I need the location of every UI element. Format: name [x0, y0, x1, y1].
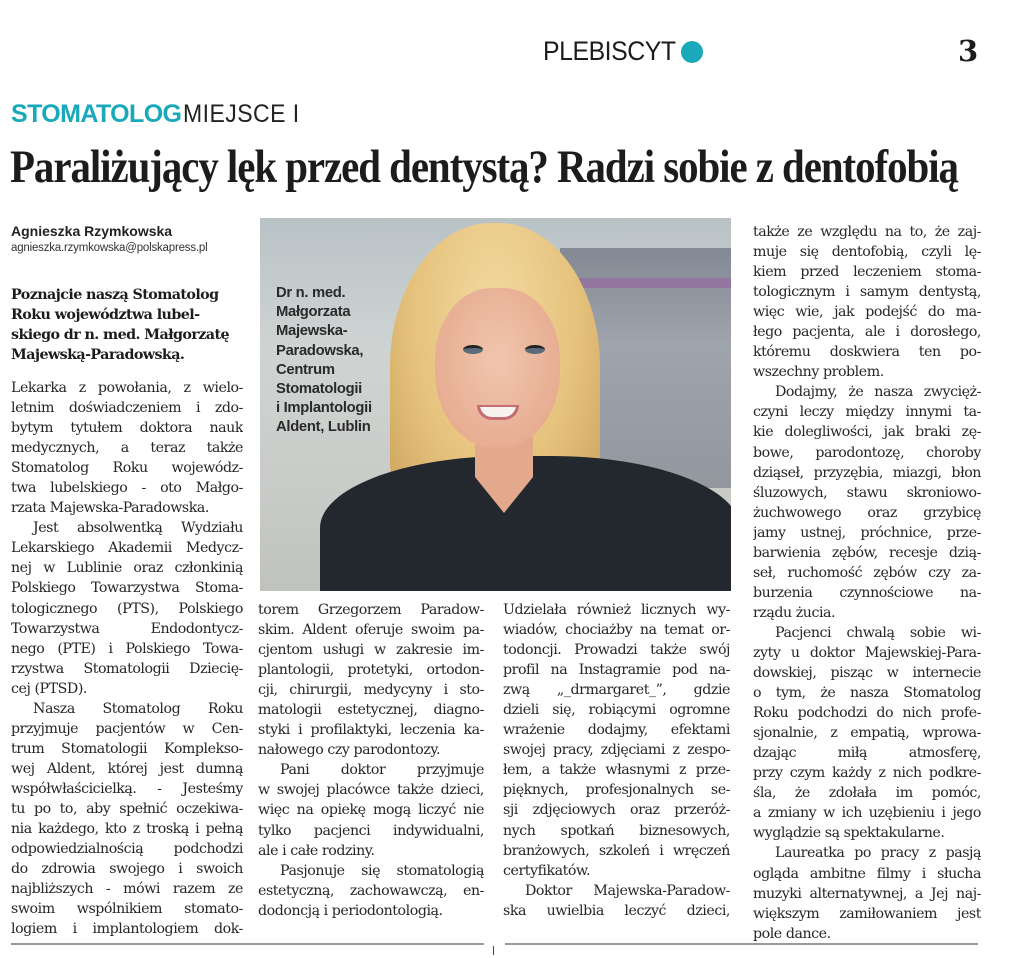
- background-bar: [565, 278, 731, 288]
- article-line: nałowego czy parodontozy.: [258, 742, 441, 759]
- article-line: twa lubelskiego - oto Małgo-: [11, 480, 243, 497]
- article-line: tylko pacjenci indywidualni,: [258, 822, 484, 839]
- lead-paragraph: [11, 285, 251, 365]
- caption-line: Małgorzata: [276, 304, 351, 321]
- article-line: certyfikatów.: [503, 862, 591, 879]
- article-line: wszechny problem.: [753, 364, 884, 381]
- article-line: któremu doskwiera ten po-: [753, 344, 981, 361]
- article-line: Roku podchodzi do nich profe-: [753, 705, 981, 722]
- article-line: sjonalnie, z empatią, wprowa-: [753, 725, 981, 742]
- article-line: branżowych, szkoleń i wręczeń: [503, 842, 730, 859]
- article-line: Towarzystwa Endodontycz-: [11, 620, 243, 637]
- article-line: plantologii, protetyki, ortodon-: [258, 662, 484, 679]
- article-line: o tym, że nasza Stomatolog: [753, 685, 981, 702]
- article-line: najbliższych - mówi razem ze: [11, 881, 243, 898]
- caption-line: Aldent, Lublin: [276, 419, 371, 436]
- article-line: cjentom usługi w zakresie im-: [258, 642, 484, 659]
- article-line: profil na Instagramie pod na-: [503, 662, 730, 679]
- article-line: także ze względu na to, że zaj-: [753, 224, 981, 240]
- article-column-1: [11, 378, 243, 939]
- article-line: pięknych, profesjonalnych se-: [503, 782, 730, 799]
- headline: Paraliżujący lęk przed dentystą? Radzi sobie z dentofobią: [10, 141, 958, 193]
- article-line: łem, a także własnymi z prze-: [503, 762, 730, 779]
- article-line: kiem przed leczeniem stoma-: [753, 264, 981, 281]
- article-line: Stomatolog Roku wojewódz-: [11, 460, 243, 477]
- article-line: matologii estetycznej, diagno-: [258, 702, 484, 719]
- article-line: skim. Aldent oferuje swoim pa-: [258, 622, 484, 639]
- article-line: sji zdjęciowych oraz przeróż-: [503, 802, 730, 819]
- caption-line: Dr n. med.: [276, 285, 346, 301]
- article-line: tologicznego (PTS), Polskiego: [11, 600, 243, 617]
- page-center-mark: [493, 946, 494, 955]
- article-line: więc na opiekę mogą liczyć nie: [258, 802, 484, 819]
- article-line: więc wie, jak podejść do ma-: [753, 304, 981, 321]
- author-email[interactable]: agnieszka.rzymkowska@polskapress.pl: [11, 242, 208, 254]
- article-line: seł, ruchomość zębów czy za-: [753, 564, 981, 581]
- article-line: do zdrowia swojego i swoich: [11, 861, 243, 878]
- page-number: 3: [958, 34, 979, 68]
- article-line: przy czym każdy z nich podkre-: [753, 765, 981, 782]
- article-line: todoncji. Prowadzi także swój: [503, 642, 730, 659]
- article-line: bowe, parodontozę, choroby: [753, 444, 981, 461]
- caption-line: Majewska-: [276, 323, 348, 340]
- article-line: Lekarka z powołania, z wielo-: [11, 380, 243, 396]
- article-line: rzata Majewska-Paradowska.: [11, 500, 209, 517]
- article-line: medycznych, a teraz także: [11, 440, 243, 457]
- bottom-rule-left: [11, 943, 484, 945]
- article-column-4: [753, 222, 981, 944]
- article-line: Jest absolwentką Wydziału: [33, 520, 243, 537]
- article-line: trum Stomatologii Komplekso-: [11, 740, 243, 757]
- section-header: [543, 36, 703, 67]
- section-dot-icon: [681, 41, 703, 63]
- article-line: zyty u doktor Majewskiej-Para-: [753, 644, 981, 661]
- article-line: żuchwowego oraz grzybicę: [753, 504, 981, 521]
- article-line: dziąseł, przyzębia, miazgi, błon: [753, 464, 981, 481]
- article-line: a zmiany w ich uzębieniu i jego: [753, 805, 981, 822]
- article-line: nej w Lublinie oraz członkinią: [11, 560, 243, 577]
- article-line: Lekarskiego Akademii Medycz-: [11, 540, 243, 557]
- article-line: rzystwa Stomatologii Dziecię-: [11, 660, 243, 677]
- article-line: współwłaścicielką. - Jesteśmy: [11, 780, 243, 797]
- article-line: ale i całe rodziny.: [258, 842, 375, 859]
- article-line: Laureatka po pracy z pasją: [775, 845, 981, 862]
- article-line: łego pacjenta, ale i dorosłego,: [753, 324, 981, 341]
- kicker-place: MIEJSCE I: [183, 100, 301, 128]
- kicker: [11, 100, 310, 129]
- article-line: wej Aldent, której jest dumną: [11, 760, 243, 777]
- article-line: Polskiego Towarzystwa Stoma-: [11, 580, 243, 597]
- lead-line: Poznajcie naszą Stomatolog: [11, 287, 219, 303]
- article-line: wyglądzie są spektakularne.: [753, 825, 945, 842]
- article-line: burzenia czynnościowe na-: [753, 584, 981, 601]
- portrait-face: [435, 288, 560, 448]
- article-line: nia każdego, kto z troską i pełną: [11, 821, 243, 838]
- article-line: śluzowych, stawu skroniowo-: [753, 484, 981, 501]
- article-line: Udzielała również licznych wy-: [503, 602, 730, 618]
- article-line: barwienia zębów, recesje dzią-: [753, 544, 981, 561]
- article-line: muje się dentofobią, czyli lę-: [753, 244, 981, 261]
- article-line: większym zamiłowaniem jest: [753, 905, 981, 922]
- article-line: nego (PTE) i Polskiego Towa-: [11, 640, 243, 657]
- article-line: ska uwielbia leczyć dzieci,: [503, 902, 730, 919]
- article-line: wrażenie dodajmy, efektami: [503, 722, 730, 739]
- article-line: rządu żucia.: [753, 604, 836, 621]
- caption-line: Centrum: [276, 361, 335, 378]
- article-line: Doktor Majewska-Paradow-: [525, 882, 730, 899]
- article-line: Pasjonuje się stomatologią: [280, 862, 484, 879]
- portrait-eye: [525, 345, 545, 354]
- article-line: kie dolegliwości, jak braki zę-: [753, 424, 981, 441]
- author-name: Agnieszka Rzymkowska: [11, 223, 173, 239]
- section-name: PLEBISCYT: [543, 36, 676, 66]
- article-line: Pacjenci chwalą sobie wi-: [775, 624, 981, 641]
- article-line: torem Grzegorzem Paradow-: [258, 602, 484, 618]
- caption-line: Paradowska,: [276, 342, 364, 359]
- article-line: ogląda ambitne filmy i słucha: [753, 865, 981, 882]
- article-line: zwą „_drmargaret_”, gdzie: [503, 682, 730, 699]
- article-line: dowskiej, pisząc w internecie: [753, 665, 981, 682]
- article-line: estetyczną, zachowawczą, en-: [258, 882, 484, 899]
- article-line: dodoncją i periodontologią.: [258, 902, 443, 919]
- lead-line: Majewską-Paradowską.: [11, 347, 185, 363]
- article-line: śla, że zdołała im pomóc,: [753, 785, 981, 802]
- caption-line: i Implantologii: [276, 400, 372, 417]
- byline: [11, 223, 251, 254]
- lead-line: skiego dr n. med. Małgorzatę: [11, 327, 229, 343]
- article-line: w swojej placówce także dzieci,: [258, 782, 484, 799]
- article-line: tologicznym i samym dentystą,: [753, 284, 981, 301]
- bottom-rule-right: [505, 943, 978, 945]
- article-line: Dodajmy, że nasza zwycięż-: [775, 384, 981, 401]
- article-line: pole dance.: [753, 925, 831, 942]
- article-line: swojej pracy, zdjęciami z zespo-: [503, 742, 730, 759]
- article-line: dzając miłą atmosferę,: [753, 745, 981, 762]
- article-line: tu po to, aby spełnić oczekiwa-: [11, 800, 243, 817]
- article-line: czyni leczy między innymi ta-: [753, 404, 981, 421]
- article-line: przyjmuje pacjentów w Cen-: [11, 720, 243, 737]
- article-line: odpowiedzialnością podchodzi: [11, 841, 243, 858]
- article-line: swoim wspólnikiem stomato-: [11, 901, 243, 918]
- article-line: cji, chirurgii, medycyny i sto-: [258, 682, 484, 699]
- article-line: Pani doktor przyjmuje: [280, 762, 484, 779]
- caption-line: Stomatologii: [276, 381, 362, 398]
- article-line: styki i profilaktyki, leczenia ka-: [258, 722, 484, 739]
- portrait-eye: [463, 345, 483, 354]
- article-line: muzyki alternatywnej, a Jej naj-: [753, 885, 981, 902]
- portrait-photo: [260, 218, 731, 591]
- article-line: logiem i implantologiem dok-: [11, 921, 243, 938]
- photo-caption: [276, 284, 372, 438]
- article-column-2: [258, 600, 484, 921]
- article-line: nych spotkań biznesowych,: [503, 822, 730, 839]
- article-line: wiadów, chociażby na temat or-: [503, 622, 730, 639]
- article-line: Nasza Stomatolog Roku: [33, 700, 243, 717]
- article-line: jamy ustnej, próchnice, prze-: [753, 524, 981, 541]
- article-line: letnim doświadczeniem i zdo-: [11, 400, 243, 417]
- article-line: bytym tytułem doktora nauk: [11, 420, 243, 437]
- kicker-category: STOMATOLOG: [11, 100, 182, 128]
- article-column-3: [503, 600, 730, 921]
- article-line: dzieli się, robiącymi ogromne: [503, 702, 730, 719]
- article-line: cej (PTSD).: [11, 680, 87, 697]
- lead-line: Roku województwa lubel-: [11, 307, 200, 323]
